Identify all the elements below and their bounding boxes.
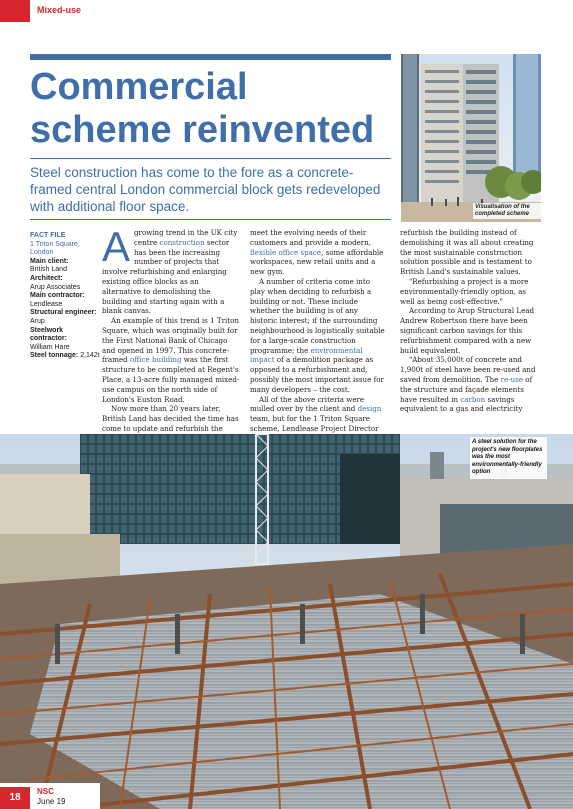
issue-date: June 19	[37, 797, 66, 806]
flexible-office-space-link[interactable]: flexible office space	[250, 247, 322, 257]
design-link[interactable]: design	[357, 404, 382, 414]
body-column-3	[400, 228, 541, 414]
fact-value: Arup	[30, 317, 45, 325]
fact-label: Main client:	[30, 257, 69, 265]
paragraph: refurbish the building instead of demolishing it was all about creating the most sustainable construction solution possible and is testament to British Land's sustainable values.	[400, 228, 534, 277]
construction-site-photo	[0, 434, 573, 809]
paragraph	[250, 228, 386, 277]
fact-value: 2,142t	[80, 352, 100, 360]
environmental-impact-link[interactable]: environmental impact	[250, 345, 363, 365]
fact-label: Steel tonnage:	[30, 352, 79, 360]
section-header	[0, 0, 573, 22]
office-building-link[interactable]: office building	[129, 355, 182, 365]
paragraph: "Refurbishing a project is a more environmentally-friendly option, as well as being cost-effective."	[400, 276, 529, 306]
visualisation-caption: Visualisation of the completed scheme	[473, 203, 545, 219]
page-title	[30, 66, 395, 152]
fact-file-heading: FACT FILE	[30, 232, 66, 239]
visualisation-illustration	[401, 54, 541, 222]
re-use-link[interactable]: re-use	[500, 374, 524, 384]
fact-label: Main contractor:	[30, 292, 85, 300]
text: All of the above criteria were mulled over by the client and	[250, 394, 365, 414]
title-line-2: scheme reinvented	[30, 109, 375, 151]
text: sector has been the increasing number of projects that involve refurbishing and enlarging existing office blocks as an alternative to demolishing the building and starting again with a blank canvas.	[102, 237, 230, 316]
standfirst-bottom-rule	[30, 219, 391, 220]
text: , some affordable workspaces, new retail units and a new gym.	[250, 247, 384, 277]
standfirst-top-rule	[30, 158, 391, 159]
paragraph	[250, 277, 386, 395]
section-label: Mixed-use	[37, 5, 82, 15]
construction-caption: A steel solution for the project's new floorplates was the most environmentally-friendly option	[470, 437, 547, 479]
text: savings equivalent to a gas and electricity	[400, 394, 523, 414]
text: An example of this trend is 1 Triton Square, which was originally built for the First National Bank of Chicago and opened in 1997. This concrete-framed	[102, 316, 239, 365]
fact-file-row	[30, 292, 100, 309]
fact-value: British Land	[30, 266, 67, 274]
fact-file-row	[30, 275, 100, 292]
page-number: 18	[0, 787, 30, 809]
title-line-1: Commercial	[30, 66, 248, 108]
body-column-2	[250, 228, 386, 444]
text: team, but for the 1 Triton Square scheme, Lendlease Project Director	[250, 414, 379, 433]
fact-file-row	[30, 327, 100, 353]
paragraph: Now more than 20 years later, British Land has decided the time has come to update and refurbish the	[102, 404, 239, 433]
fact-label: Steelwork contractor:	[30, 326, 67, 343]
body-column-1	[102, 223, 240, 444]
fact-file-address: 1 Triton Square, London	[30, 240, 80, 257]
fact-value: William Hare	[30, 343, 70, 351]
construction-site-illustration	[0, 434, 573, 809]
visualisation-photo	[401, 54, 541, 222]
text: of the structure and façade elements have resulted in	[400, 374, 533, 404]
drop-cap: A	[102, 223, 131, 270]
fact-file-row	[30, 352, 100, 361]
text: was the first structure to be completed at Regent's Place, a 13-acre fully managed mixed-use campus on the north side of London's Euston Road.	[102, 355, 240, 404]
text: growing trend in the UK city centre	[134, 228, 238, 247]
standfirst: Steel construction has come to the fore as a concrete-framed central London commercial block gets redeveloped with additional floor space.	[30, 165, 381, 214]
fact-label: Architect:	[30, 274, 63, 282]
text: A number of criteria come into play when deciding to refurbish a building or not. These include whether the building is of any historic interest; if the surrounding neighbourhood is logistically suitable for a large-scale construction programme; the	[250, 276, 385, 355]
fact-value: Arup Associates	[30, 283, 81, 291]
section-color-tab	[0, 0, 30, 22]
text: of a demolition package as opposed to a refurbishment and, possibly the most important issue for many developers – the cost.	[250, 355, 384, 394]
paragraph: According to Arup Structural Lead Andrew Robertson there have been significant carbon savings for this refurbishment compared with a new build equivalent.	[400, 306, 535, 355]
paragraph	[400, 355, 541, 414]
fact-label: Structural engineer:	[30, 309, 97, 317]
fact-file-row	[30, 309, 100, 326]
fact-file-row	[30, 258, 100, 275]
construction-link[interactable]: construction	[159, 237, 205, 247]
text: meet the evolving needs of their customers and provide a modern,	[250, 228, 372, 247]
carbon-link[interactable]: carbon	[460, 394, 486, 404]
fact-value: Lendlease	[30, 300, 63, 308]
magazine-brand: NSC	[37, 787, 54, 796]
fact-file	[30, 232, 100, 361]
title-top-rule	[30, 54, 391, 60]
paragraph	[102, 316, 240, 404]
paragraph	[102, 223, 240, 316]
text: "About 35,000t of concrete and 1,900t of steel have been re-used and saved from demolition. The	[400, 355, 536, 384]
